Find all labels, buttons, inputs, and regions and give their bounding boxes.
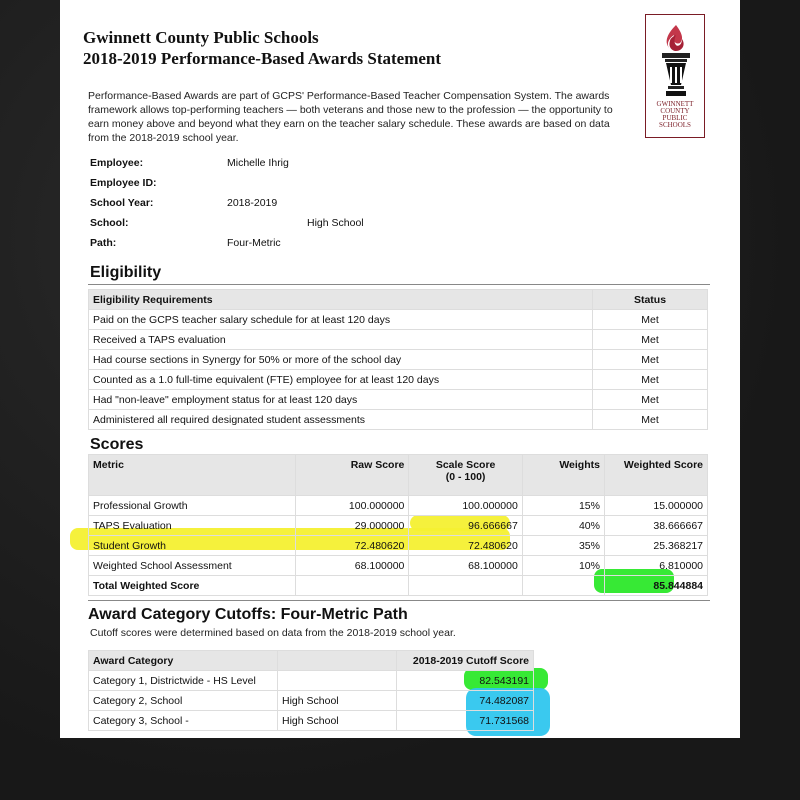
raw-score-cell: 100.000000 — [296, 496, 409, 516]
weight-cell: 35% — [522, 536, 604, 556]
column-header — [409, 455, 522, 496]
table-header-row — [89, 651, 534, 671]
weight-cell: 10% — [522, 556, 604, 576]
table-row — [89, 310, 708, 330]
table-row — [89, 390, 708, 410]
scores-heading: Scores — [90, 436, 144, 453]
cutoffs-heading: Award Category Cutoffs: Four-Metric Path — [88, 606, 408, 623]
table-row — [89, 410, 708, 430]
eligibility-table — [88, 289, 708, 430]
employee-id-label: Employee ID: — [90, 177, 157, 189]
scale-score-cell: 72.480620 — [409, 536, 522, 556]
school-cell: High School — [278, 691, 397, 711]
torch-icon — [656, 23, 696, 99]
weight-cell: 40% — [522, 516, 604, 536]
status-cell: Met — [593, 370, 708, 390]
requirement-cell: Paid on the GCPS teacher salary schedule for at least 120 days — [89, 310, 593, 330]
category-cell: Category 3, School - — [89, 711, 278, 731]
status-cell: Met — [593, 390, 708, 410]
raw-score-cell: 29.000000 — [296, 516, 409, 536]
status-cell: Met — [593, 330, 708, 350]
column-header: Weighted Score — [604, 455, 707, 496]
awards-statement-page — [60, 0, 740, 738]
requirement-cell: Counted as a 1.0 full-time equivalent (FTE) employee for at least 120 days — [89, 370, 593, 390]
table-row — [89, 370, 708, 390]
scale-score-cell: 100.000000 — [409, 496, 522, 516]
employee-label: Employee: — [90, 157, 144, 169]
table-row — [89, 536, 708, 556]
scale-score-cell: 68.100000 — [409, 556, 522, 576]
raw-score-cell: 72.480620 — [296, 536, 409, 556]
scale-score-range: (0 - 100) — [445, 471, 486, 483]
table-row — [89, 671, 534, 691]
scale-score-header: Scale Score — [435, 459, 496, 471]
eligibility-heading: Eligibility — [90, 264, 162, 281]
cutoffs-note: Cutoff scores were determined based on data from the 2018-2019 school year. — [90, 627, 456, 639]
weighted-score-cell: 15.000000 — [604, 496, 707, 516]
statement-title: 2018-2019 Performance-Based Awards Statement — [83, 49, 442, 68]
path-value: Four-Metric — [227, 237, 281, 249]
column-header: 2018-2019 Cutoff Score — [397, 651, 534, 671]
column-header: Award Category — [89, 651, 278, 671]
cutoffs-table — [88, 650, 534, 731]
scores-table — [88, 454, 708, 596]
district-title: Gwinnett County Public Schools — [83, 28, 319, 47]
weight-cell: 15% — [522, 496, 604, 516]
table-row — [89, 711, 534, 731]
school-cell: High School — [278, 711, 397, 731]
table-row — [89, 330, 708, 350]
total-row — [89, 576, 708, 596]
metric-cell: TAPS Evaluation — [89, 516, 296, 536]
table-row — [89, 496, 708, 516]
total-weighted-score: 85.844884 — [604, 576, 707, 596]
metric-cell: Professional Growth — [89, 496, 296, 516]
column-header: Metric — [89, 455, 296, 496]
requirement-cell: Had "non-leave" employment status for at least 120 days — [89, 390, 593, 410]
column-header: Status — [593, 290, 708, 310]
table-header-row — [89, 290, 708, 310]
path-label: Path: — [90, 237, 117, 249]
status-cell: Met — [593, 410, 708, 430]
column-header: Eligibility Requirements — [89, 290, 593, 310]
weighted-score-cell: 38.666667 — [604, 516, 707, 536]
status-cell: Met — [593, 310, 708, 330]
table-header-row — [89, 455, 708, 496]
gcps-logo — [645, 14, 705, 138]
cutoff-score-cell: 74.482087 — [397, 691, 534, 711]
category-cell: Category 1, Districtwide - HS Level — [89, 671, 278, 691]
status-cell: Met — [593, 350, 708, 370]
divider — [88, 284, 710, 285]
raw-score-cell: 68.100000 — [296, 556, 409, 576]
scale-score-cell: 96.666667 — [409, 516, 522, 536]
school-year-value: 2018-2019 — [227, 197, 278, 209]
category-cell: Category 2, School — [89, 691, 278, 711]
table-row — [89, 691, 534, 711]
school-cell — [278, 671, 397, 691]
column-header: Raw Score — [296, 455, 409, 496]
cutoff-score-cell: 82.543191 — [397, 671, 534, 691]
table-row — [89, 350, 708, 370]
column-header: Weights — [522, 455, 604, 496]
table-row — [89, 516, 708, 536]
weighted-score-cell: 25.368217 — [604, 536, 707, 556]
school-year-label: School Year: — [90, 197, 154, 209]
requirement-cell: Had course sections in Synergy for 50% or more of the school day — [89, 350, 593, 370]
metric-cell: Weighted School Assessment — [89, 556, 296, 576]
intro-paragraph: Performance-Based Awards are part of GCPS' Performance-Based Teacher Compensation System. The awards framework allows top-performing teachers — both veterans and those new to the profession — the opportunity to earn money above and beyond what they earn on the teacher salary schedule. These awards are based on data from the 2018-2019 school year. — [88, 90, 613, 144]
cutoff-score-cell: 71.731568 — [397, 711, 534, 731]
school-label: School: — [90, 217, 129, 229]
total-label: Total Weighted Score — [89, 576, 296, 596]
school-value: High School — [307, 217, 364, 229]
requirement-cell: Administered all required designated student assessments — [89, 410, 593, 430]
table-row — [89, 556, 708, 576]
requirement-cell: Received a TAPS evaluation — [89, 330, 593, 350]
divider — [88, 600, 710, 601]
weighted-score-cell: 6.810000 — [604, 556, 707, 576]
employee-value: Michelle Ihrig — [227, 157, 289, 169]
metric-cell: Student Growth — [89, 536, 296, 556]
logo-wordmark: GWINNETT COUNTY PUBLIC SCHOOLS — [656, 100, 694, 129]
